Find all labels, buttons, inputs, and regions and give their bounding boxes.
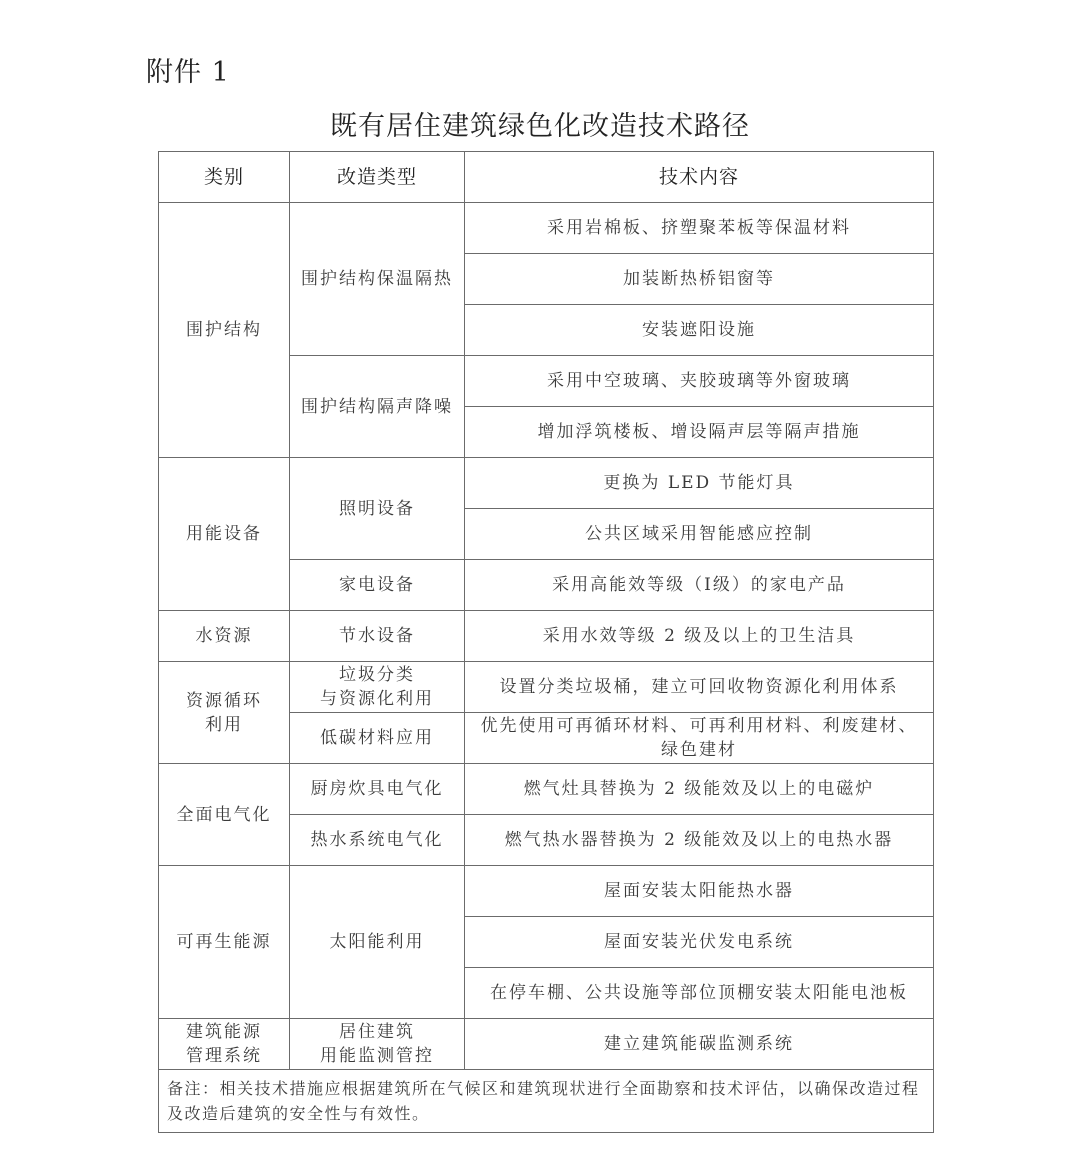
document-title: 既有居住建筑绿色化改造技术路径	[330, 111, 750, 142]
content-cell: 采用中空玻璃、夹胶玻璃等外窗玻璃	[465, 356, 934, 407]
type-line: 与资源化利用	[320, 689, 434, 709]
category-line: 管理系统	[186, 1046, 262, 1066]
content-line: 绿色建材	[661, 740, 737, 760]
content-line: 优先使用可再循环材料、可再利用材料、利废建材、	[480, 716, 918, 736]
type-cell: 热水系统电气化	[290, 815, 465, 866]
type-line: 居住建筑	[339, 1022, 415, 1042]
attachment-label: 附件 1	[146, 57, 230, 88]
category-cell	[159, 662, 290, 764]
content-cell: 采用水效等级 2 级及以上的卫生洁具	[465, 611, 934, 662]
header-content: 技术内容	[465, 152, 934, 203]
content-cell: 燃气热水器替换为 2 级能效及以上的电热水器	[465, 815, 934, 866]
note-cell: 备注：相关技术措施应根据建筑所在气候区和建筑现状进行全面勘察和技术评估，以确保改造过程及改造后建筑的安全性与有效性。	[159, 1070, 934, 1133]
content-cell: 采用高能效等级（Ⅰ级）的家电产品	[465, 560, 934, 611]
type-cell: 厨房炊具电气化	[290, 764, 465, 815]
category-line: 利用	[205, 714, 243, 735]
content-cell: 增加浮筑楼板、增设隔声层等隔声措施	[465, 407, 934, 458]
category-cell: 全面电气化	[159, 764, 290, 866]
header-category: 类别	[159, 152, 290, 203]
type-line: 垃圾分类	[339, 665, 415, 685]
content-cell: 安装遮阳设施	[465, 305, 934, 356]
content-cell: 建立建筑能碳监测系统	[465, 1019, 934, 1070]
type-cell: 家电设备	[290, 560, 465, 611]
content-cell: 在停车棚、公共设施等部位顶棚安装太阳能电池板	[465, 968, 934, 1019]
type-cell	[290, 1019, 465, 1070]
type-cell: 低碳材料应用	[290, 713, 465, 764]
technology-path-table	[158, 151, 934, 1133]
type-cell: 照明设备	[290, 458, 465, 560]
type-cell	[290, 662, 465, 713]
category-line: 建筑能源	[186, 1022, 262, 1042]
table-row	[159, 1019, 934, 1070]
content-cell: 燃气灶具替换为 2 级能效及以上的电磁炉	[465, 764, 934, 815]
content-cell: 屋面安装光伏发电系统	[465, 917, 934, 968]
category-cell: 水资源	[159, 611, 290, 662]
table-row	[159, 866, 934, 917]
type-cell: 围护结构隔声降噪	[290, 356, 465, 458]
category-cell: 可再生能源	[159, 866, 290, 1019]
content-cell: 加装断热桥铝窗等	[465, 254, 934, 305]
type-cell: 太阳能利用	[290, 866, 465, 1019]
type-line: 用能监测管控	[320, 1046, 434, 1066]
category-line: 资源循环	[186, 690, 262, 711]
content-cell: 设置分类垃圾桶，建立可回收物资源化利用体系	[465, 662, 934, 713]
table-row	[159, 611, 934, 662]
content-cell: 公共区域采用智能感应控制	[465, 509, 934, 560]
content-cell	[465, 713, 934, 764]
table-row	[159, 662, 934, 713]
category-cell: 围护结构	[159, 203, 290, 458]
table-row	[159, 458, 934, 509]
content-cell: 屋面安装太阳能热水器	[465, 866, 934, 917]
content-cell: 更换为 LED 节能灯具	[465, 458, 934, 509]
header-type: 改造类型	[290, 152, 465, 203]
category-cell: 用能设备	[159, 458, 290, 611]
category-cell	[159, 1019, 290, 1070]
table-header-row	[159, 152, 934, 203]
table-row	[159, 203, 934, 254]
content-cell: 采用岩棉板、挤塑聚苯板等保温材料	[465, 203, 934, 254]
table-row	[159, 764, 934, 815]
type-cell: 围护结构保温隔热	[290, 203, 465, 356]
note-row	[159, 1070, 934, 1133]
type-cell: 节水设备	[290, 611, 465, 662]
